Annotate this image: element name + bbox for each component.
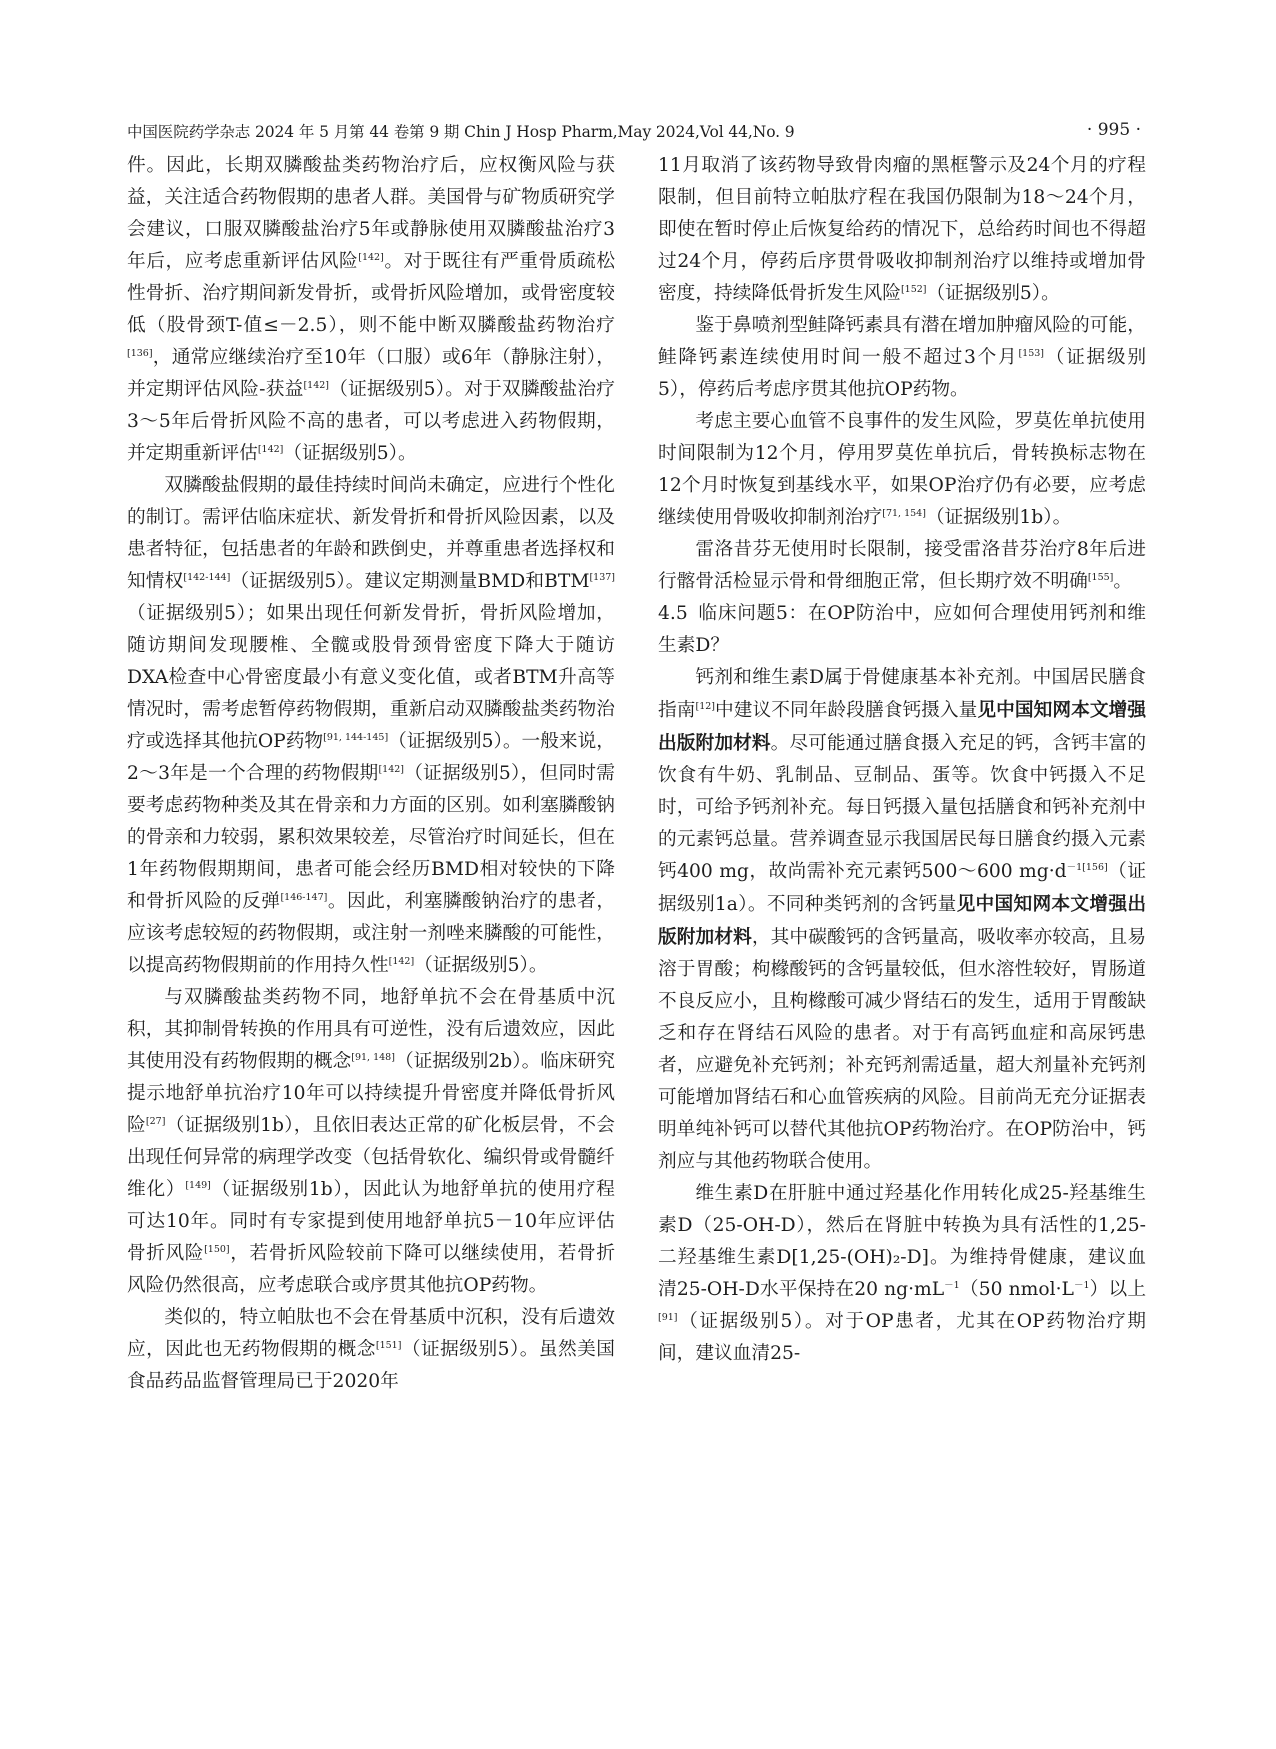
text-run: （证据级别5）。建议定期测量BMD和BTM	[230, 571, 590, 592]
text-run: 维生素D在肝脏中通过羟基化作用转化成25-羟基维生素D（25-OH-D），然后在肾脏中转换为具有活性的1,25-二羟基维生素D[1,25-(OH)₂-D]。为维持骨健康，建议血清25-OH-D水平保持在20 ng·mL	[658, 1183, 1146, 1300]
body-paragraph	[127, 1302, 615, 1398]
text-run: （证据级别5）。对于OP患者，尤其在OP药物治疗期间，建议血清25-	[658, 1311, 1146, 1364]
citation-ref: [91, 148]	[351, 1051, 395, 1063]
text-run: 。尽可能通过膳食摄入充足的钙，含钙丰富的饮食有牛奶、乳制品、豆制品、蛋等。饮食中钙摄入不足时，可给予钙剂补充。每日钙摄入量包括膳食和钙补充剂中的元素钙总量。营养调查显示我国居民每日膳食约摄入元素钙400 mg，故尚需补充元素钙500～600 mg·d	[658, 733, 1146, 882]
body-paragraph	[658, 150, 1146, 310]
page-number: · 995 ·	[1086, 120, 1141, 140]
text-run: ，通常应继续治疗至10年（口服）或6年（静脉注射），并定期评估风险-获益	[127, 347, 615, 400]
section-number: 4.5	[658, 603, 688, 624]
text-run: （证据级别5）。一般来说，2～3年是一个合理的药物假期	[127, 731, 615, 784]
body-paragraph	[127, 982, 615, 1302]
running-header	[127, 120, 1141, 146]
text-run: （证据级别5）。虽然美国食品药品监督管理局已于2020年	[127, 1339, 615, 1392]
text-run: 类似的，特立帕肽也不会在骨基质中沉积，没有后遗效应，因此也无药物假期的概念	[127, 1307, 615, 1360]
citation-ref: －1	[1073, 1279, 1090, 1291]
text-run: 与双膦酸盐类药物不同，地舒单抗不会在骨基质中沉积，其抑制骨转换的作用具有可逆性，没有后遗效应，因此其使用没有药物假期的概念	[127, 987, 615, 1072]
text-run: （证据级别1b），且依旧表达正常的矿化板层骨，不会出现任何异常的病理学改变（包括骨软化、编织骨或骨髓纤维化）	[127, 1115, 615, 1200]
citation-ref: －1[156]	[1066, 861, 1108, 873]
bold-supplement-note: 见中国知网本文增强出版附加材料	[658, 699, 1146, 754]
citation-ref: －1	[944, 1279, 960, 1291]
citation-ref: [142]	[358, 251, 384, 263]
text-run: 鉴于鼻喷剂型鲑降钙素具有潜在增加肿瘤风险的可能，鲑降钙素连续使用时间一般不超过3个月	[658, 315, 1146, 368]
citation-ref: [91, 144-145]	[323, 731, 389, 743]
body-paragraph	[658, 534, 1146, 598]
text-run: （50 nmol·L	[959, 1279, 1074, 1300]
text-run: ）以上	[1089, 1279, 1146, 1300]
citation-ref: [152]	[900, 283, 927, 295]
text-run: 双膦酸盐假期的最佳持续时间尚未确定，应进行个性化的制订。需评估临床症状、新发骨折和骨折风险因素，以及患者特征，包括患者的年龄和跌倒史，并尊重患者选择权和知情权	[127, 475, 615, 592]
citation-ref: [142-144]	[183, 571, 231, 583]
journal-citation-header: 中国医院药学杂志 2024 年 5 月第 44 卷第 9 期 Chin J Hosp Pharm,May 2024,Vol 44,No. 9	[127, 123, 795, 141]
text-run: （证据级别5）。	[926, 283, 1060, 304]
citation-ref: [153]	[1018, 347, 1044, 359]
citation-ref: [146-147]	[280, 891, 328, 903]
text-run: （证据级别1b），因此认为地舒单抗的使用疗程可达10年。同时有专家提到使用地舒单抗5－10年应评估骨折风险	[127, 1179, 615, 1264]
citation-ref: [150]	[204, 1243, 230, 1255]
body-paragraph	[658, 406, 1146, 534]
text-run: 雷洛昔芬无使用时长限制，接受雷洛昔芬治疗8年后进行髂骨活检显示骨和骨细胞正常，但长期疗效不明确	[658, 539, 1146, 592]
bold-supplement-note: 见中国知网本文增强出版附加材料	[658, 893, 1146, 948]
text-run: ，其中碳酸钙的含钙量高，吸收率亦较高，且易溶于胃酸；枸橼酸钙的含钙量较低，但水溶性较好，胃肠道不良反应小，且枸橼酸可减少肾结石的发生，适用于胃酸缺乏和存在肾结石风险的患者。对于有高钙血症和高尿钙患者，应避免补充钙剂；补充钙剂需适量，超大剂量补充钙剂可能增加肾结石和心血管疾病的风险。目前尚无充分证据表明单纯补钙可以替代其他抗OP药物治疗。在OP防治中，钙剂应与其他药物联合使用。	[658, 927, 1146, 1172]
citation-ref: [142]	[257, 443, 284, 455]
text-run: （证据级别5），停药后考虑序贯其他抗OP药物。	[658, 347, 1146, 400]
text-run: ，若骨折风险较前下降可以继续使用，若骨折风险仍然很高，应考虑联合或序贯其他抗OP药物。	[127, 1243, 615, 1296]
citation-ref: [142]	[378, 763, 404, 775]
text-run: （证据级别1b）。	[925, 507, 1072, 528]
body-paragraph	[127, 470, 615, 982]
left-text-column	[127, 150, 615, 1710]
citation-ref: [151]	[375, 1339, 402, 1351]
citation-ref: [155]	[1087, 571, 1114, 583]
text-run: （证据级别2b）。临床研究提示地舒单抗治疗10年可以持续提升骨密度并降低骨折风险	[127, 1051, 615, 1136]
citation-ref: [136]	[127, 347, 153, 359]
citation-ref: [149]	[185, 1179, 211, 1191]
citation-ref: [142]	[388, 955, 415, 967]
text-run: 。	[1113, 571, 1133, 592]
text-run: 11月取消了该药物导致骨肉瘤的黑框警示及24个月的疗程限制，但目前特立帕肽疗程在我国仍限制为18～24个月，即使在暂时停止后恢复给药的情况下，总给药时间也不得超过24个月，停药后序贯骨吸收抑制剂治疗以维持或增加骨密度，持续降低骨折发生风险	[658, 155, 1146, 304]
citation-ref: [12]	[695, 700, 715, 712]
text-run: 。因此，利塞膦酸钠治疗的患者，应该考虑较短的药物假期，或注射一剂唑来膦酸的可能性，以提高药物假期前的作用持久性	[127, 891, 615, 976]
body-paragraph	[658, 662, 1146, 1178]
citation-ref: [91]	[658, 1311, 678, 1323]
text-run: （证据级别5），但同时需要考虑药物种类及其在骨亲和力方面的区别。如利塞膦酸钠的骨亲和力较弱，累积效果较差，尽管治疗时间延长，但在1年药物假期期间，患者可能会经历BMD相对较快的下降和骨折风险的反弹	[127, 763, 615, 912]
right-text-column	[658, 150, 1146, 1710]
body-paragraph	[127, 150, 615, 470]
text-run: （证据级别5）。	[283, 443, 417, 464]
body-paragraph	[658, 1178, 1146, 1370]
body-paragraph	[658, 310, 1146, 406]
text-run: 。对于既往有严重骨质疏松性骨折、治疗期间新发骨折，或骨折风险增加，或骨密度较低（股骨颈T-值≤－2.5），则不能中断双膦酸盐药物治疗	[127, 251, 615, 336]
text-run: 钙剂和维生素D属于骨健康基本补充剂。中国居民膳食指南	[658, 667, 1146, 721]
text-run: 件。因此，长期双膦酸盐类药物治疗后，应权衡风险与获益，关注适合药物假期的患者人群。美国骨与矿物质研究学会建议，口服双膦酸盐治疗5年或静脉使用双膦酸盐治疗3年后，应考虑重新评估风险	[127, 155, 615, 272]
text-run: 中建议不同年龄段膳食钙摄入量	[715, 700, 978, 721]
text-run: （证据级别5）。	[414, 955, 548, 976]
section-heading	[658, 598, 1146, 662]
text-run: （证据级别5）；如果出现任何新发骨折，骨折风险增加，随访期间发现腰椎、全髋或股骨颈骨密度下降大于随访DXA检查中心骨密度最小有意义变化值，或者BTM升高等情况时，需考虑暂停药物假期，重新启动双膦酸盐类药物治疗或选择其他抗OP药物	[127, 603, 615, 752]
citation-ref: [71, 154]	[882, 507, 926, 519]
text-run: （证据级别1a）。不同种类钙剂的含钙量	[658, 861, 1146, 915]
citation-ref: [27]	[145, 1115, 166, 1127]
text-run: 考虑主要心血管不良事件的发生风险，罗莫佐单抗使用时间限制为12个月，停用罗莫佐单抗后，骨转换标志物在12个月时恢复到基线水平，如果OP治疗仍有必要，应考虑继续使用骨吸收抑制剂治疗	[658, 411, 1146, 528]
citation-ref: [142]	[303, 379, 330, 391]
section-title: 临床问题5：在OP防治中，应如何合理使用钙剂和维生素D？	[658, 603, 1146, 656]
text-run: （证据级别5）。对于双膦酸盐治疗3～5年后骨折风险不高的患者，可以考虑进入药物假期，并定期重新评估	[127, 379, 615, 464]
citation-ref: [137]	[589, 571, 615, 583]
